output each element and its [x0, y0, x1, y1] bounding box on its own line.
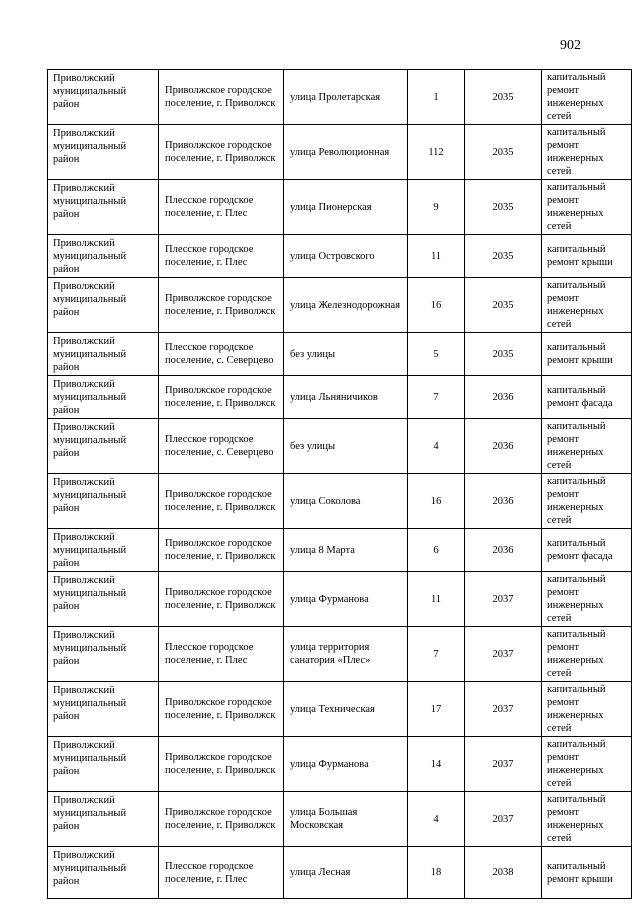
work-type-cell: капитальный ремонт крыши: [542, 847, 632, 899]
repair-year-cell: 2035: [465, 70, 542, 125]
repair-year-cell: 2036: [465, 419, 542, 474]
building-number-cell: 4: [408, 792, 465, 847]
settlement-cell: Приволжское городское поселение, г. Приволжск: [159, 125, 284, 180]
settlement-cell: Приволжское городское поселение, г. Приволжск: [159, 572, 284, 627]
work-type-cell: капитальный ремонт инженерных сетей: [542, 792, 632, 847]
repair-year-cell: 2036: [465, 376, 542, 419]
district-cell: Приволжский муниципальный район: [48, 70, 159, 125]
repair-schedule-table: [47, 69, 632, 899]
street-cell: улица Железнодорожная: [284, 278, 408, 333]
work-type-cell: капитальный ремонт инженерных сетей: [542, 278, 632, 333]
street-cell: улица Техническая: [284, 682, 408, 737]
repair-year-cell: 2037: [465, 792, 542, 847]
repair-year-cell: 2035: [465, 333, 542, 376]
building-number-cell: 7: [408, 376, 465, 419]
street-cell: улица Островского: [284, 235, 408, 278]
settlement-cell: Приволжское городское поселение, г. Приволжск: [159, 682, 284, 737]
street-cell: улица Пролетарская: [284, 70, 408, 125]
settlement-cell: Приволжское городское поселение, г. Приволжск: [159, 474, 284, 529]
district-cell: Приволжский муниципальный район: [48, 792, 159, 847]
repair-year-cell: 2037: [465, 737, 542, 792]
district-cell: Приволжский муниципальный район: [48, 278, 159, 333]
work-type-cell: капитальный ремонт инженерных сетей: [542, 419, 632, 474]
work-type-cell: капитальный ремонт инженерных сетей: [542, 737, 632, 792]
street-cell: улица Пионерская: [284, 180, 408, 235]
street-cell: улица Фурманова: [284, 737, 408, 792]
table-row: [48, 125, 632, 180]
district-cell: Приволжский муниципальный район: [48, 125, 159, 180]
work-type-cell: капитальный ремонт инженерных сетей: [542, 125, 632, 180]
building-number-cell: 18: [408, 847, 465, 899]
settlement-cell: Плесское городское поселение, г. Плес: [159, 627, 284, 682]
settlement-cell: Плесское городское поселение, г. Плес: [159, 180, 284, 235]
repair-year-cell: 2036: [465, 474, 542, 529]
repair-year-cell: 2035: [465, 278, 542, 333]
settlement-cell: Плесское городское поселение, с. Северцево: [159, 333, 284, 376]
settlement-cell: Приволжское городское поселение, г. Приволжск: [159, 278, 284, 333]
street-cell: улица 8 Марта: [284, 529, 408, 572]
street-cell: улица Соколова: [284, 474, 408, 529]
table-row: [48, 529, 632, 572]
settlement-cell: Приволжское городское поселение, г. Приволжск: [159, 792, 284, 847]
settlement-cell: Плесское городское поселение, г. Плес: [159, 847, 284, 899]
street-cell: улица Революционная: [284, 125, 408, 180]
work-type-cell: капитальный ремонт инженерных сетей: [542, 180, 632, 235]
district-cell: Приволжский муниципальный район: [48, 627, 159, 682]
district-cell: Приволжский муниципальный район: [48, 474, 159, 529]
building-number-cell: 9: [408, 180, 465, 235]
work-type-cell: капитальный ремонт фасада: [542, 376, 632, 419]
work-type-cell: капитальный ремонт инженерных сетей: [542, 474, 632, 529]
street-cell: улица Большая Московская: [284, 792, 408, 847]
district-cell: Приволжский муниципальный район: [48, 847, 159, 899]
table-row: [48, 474, 632, 529]
building-number-cell: 4: [408, 419, 465, 474]
repair-year-cell: 2035: [465, 180, 542, 235]
table-row: [48, 419, 632, 474]
district-cell: Приволжский муниципальный район: [48, 333, 159, 376]
work-type-cell: капитальный ремонт инженерных сетей: [542, 682, 632, 737]
street-cell: улица Льняничиков: [284, 376, 408, 419]
district-cell: Приволжский муниципальный район: [48, 180, 159, 235]
settlement-cell: Приволжское городское поселение, г. Приволжск: [159, 70, 284, 125]
repair-year-cell: 2038: [465, 847, 542, 899]
building-number-cell: 1: [408, 70, 465, 125]
table-row: [48, 376, 632, 419]
table-row: [48, 235, 632, 278]
district-cell: Приволжский муниципальный район: [48, 376, 159, 419]
table-row: [48, 627, 632, 682]
table-body: [48, 70, 632, 899]
district-cell: Приволжский муниципальный район: [48, 572, 159, 627]
settlement-cell: Приволжское городское поселение, г. Приволжск: [159, 529, 284, 572]
table-row: [48, 70, 632, 125]
work-type-cell: капитальный ремонт инженерных сетей: [542, 572, 632, 627]
street-cell: улица Фурманова: [284, 572, 408, 627]
building-number-cell: 16: [408, 474, 465, 529]
table-row: [48, 180, 632, 235]
work-type-cell: капитальный ремонт крыши: [542, 235, 632, 278]
work-type-cell: капитальный ремонт инженерных сетей: [542, 627, 632, 682]
building-number-cell: 5: [408, 333, 465, 376]
district-cell: Приволжский муниципальный район: [48, 529, 159, 572]
repair-year-cell: 2037: [465, 682, 542, 737]
settlement-cell: Приволжское городское поселение, г. Приволжск: [159, 737, 284, 792]
settlement-cell: Плесское городское поселение, г. Плес: [159, 235, 284, 278]
repair-year-cell: 2037: [465, 572, 542, 627]
repair-year-cell: 2037: [465, 627, 542, 682]
building-number-cell: 11: [408, 235, 465, 278]
street-cell: без улицы: [284, 333, 408, 376]
table-row: [48, 737, 632, 792]
building-number-cell: 7: [408, 627, 465, 682]
page-number: 902: [560, 38, 581, 53]
repair-year-cell: 2036: [465, 529, 542, 572]
street-cell: без улицы: [284, 419, 408, 474]
table-row: [48, 792, 632, 847]
building-number-cell: 16: [408, 278, 465, 333]
repair-year-cell: 2035: [465, 125, 542, 180]
settlement-cell: Приволжское городское поселение, г. Приволжск: [159, 376, 284, 419]
repair-year-cell: 2035: [465, 235, 542, 278]
table-row: [48, 682, 632, 737]
building-number-cell: 11: [408, 572, 465, 627]
building-number-cell: 112: [408, 125, 465, 180]
street-cell: улица территория санатория «Плес»: [284, 627, 408, 682]
building-number-cell: 14: [408, 737, 465, 792]
building-number-cell: 17: [408, 682, 465, 737]
building-number-cell: 6: [408, 529, 465, 572]
table-row: [48, 278, 632, 333]
work-type-cell: капитальный ремонт крыши: [542, 333, 632, 376]
work-type-cell: капитальный ремонт фасада: [542, 529, 632, 572]
district-cell: Приволжский муниципальный район: [48, 419, 159, 474]
work-type-cell: капитальный ремонт инженерных сетей: [542, 70, 632, 125]
district-cell: Приволжский муниципальный район: [48, 737, 159, 792]
street-cell: улица Лесная: [284, 847, 408, 899]
settlement-cell: Плесское городское поселение, с. Северцево: [159, 419, 284, 474]
district-cell: Приволжский муниципальный район: [48, 682, 159, 737]
district-cell: Приволжский муниципальный район: [48, 235, 159, 278]
table-row: [48, 572, 632, 627]
table-row: [48, 847, 632, 899]
table-row: [48, 333, 632, 376]
